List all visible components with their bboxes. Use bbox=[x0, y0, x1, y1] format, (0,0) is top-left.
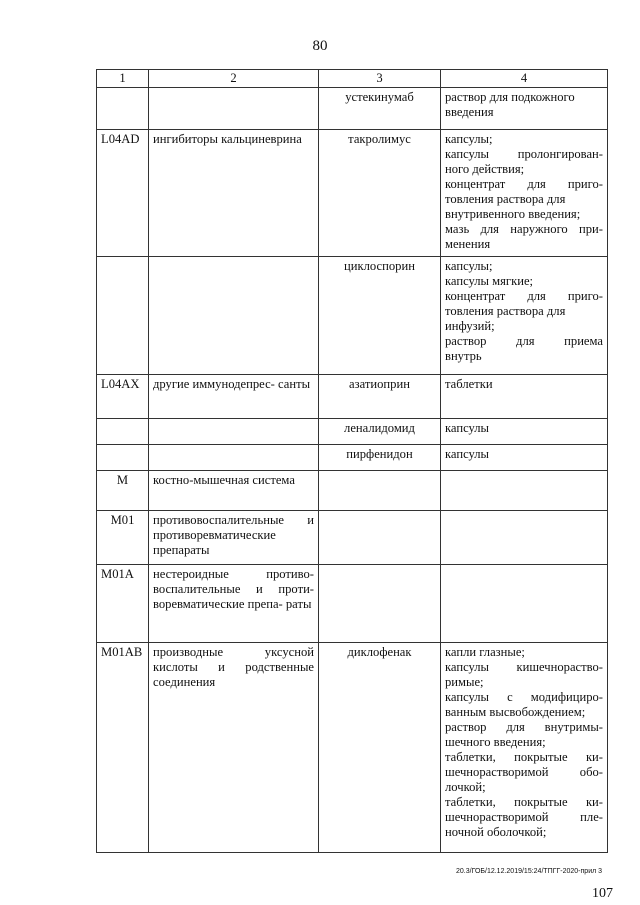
dosage-form-line: капсулы bbox=[445, 421, 490, 435]
drug-name-cell: леналидомид bbox=[319, 419, 441, 445]
dosage-forms-cell bbox=[441, 643, 608, 853]
dosage-form-line: таблетки, покрытые ки- bbox=[445, 750, 603, 764]
anatomical-group-cell: костно-мышечная система bbox=[149, 471, 319, 511]
dosage-form-line: римые; bbox=[445, 675, 484, 689]
dosage-form-line: введения bbox=[445, 105, 494, 119]
dosage-form-line: ного действия; bbox=[445, 162, 525, 176]
dosage-form-line: шечнорастворимой обо- bbox=[445, 765, 603, 779]
atc-code-cell: М01АВ bbox=[97, 643, 149, 853]
footer-document-code: 20.3/ГОБ/12.12.2019/15:24/ТПГГ-2020-прил 3 bbox=[456, 868, 603, 875]
anatomical-group-cell: производные уксусной кислоты и родственные соединения bbox=[149, 643, 319, 853]
dosage-forms-cell bbox=[441, 419, 608, 445]
atc-code-cell: М01 bbox=[97, 511, 149, 565]
dosage-form-line: концентрат для приго- bbox=[445, 289, 603, 303]
atc-code-cell: М bbox=[97, 471, 149, 511]
anatomical-group-cell: нестероидные противо- воспалительные и проти- воревматические препа- раты bbox=[149, 565, 319, 643]
table-row bbox=[97, 471, 608, 511]
dosage-form-line: шечного введения; bbox=[445, 735, 546, 749]
dosage-form-line: товления раствора для bbox=[445, 304, 566, 318]
dosage-form-line: капсулы кишечнораство- bbox=[445, 660, 603, 674]
dosage-form-line: товления раствора для bbox=[445, 192, 566, 206]
dosage-forms-cell bbox=[441, 445, 608, 471]
drug-name-cell bbox=[319, 471, 441, 511]
header-col-2: 2 bbox=[149, 70, 319, 88]
dosage-form-line: капсулы мягкие; bbox=[445, 274, 534, 288]
header-col-1: 1 bbox=[97, 70, 149, 88]
dosage-forms-cell bbox=[441, 257, 608, 375]
anatomical-group-cell: другие иммунодепрес- санты bbox=[149, 375, 319, 419]
page-number: 80 bbox=[312, 38, 328, 54]
dosage-form-line: таблетки, покрытые ки- bbox=[445, 795, 603, 809]
anatomical-group-cell bbox=[149, 257, 319, 375]
dosage-form-line: раствор для внутримы- bbox=[445, 720, 603, 734]
dosage-form-line: капсулы пролонгирован- bbox=[445, 147, 603, 161]
dosage-forms-cell bbox=[441, 88, 608, 130]
dosage-form-line: менения bbox=[445, 237, 491, 251]
table-row bbox=[97, 130, 608, 257]
dosage-form-line: капсулы; bbox=[445, 259, 493, 273]
dosage-form-line: шечнорастворимой пле- bbox=[445, 810, 603, 824]
table-row bbox=[97, 565, 608, 643]
dosage-form-line: капли глазные; bbox=[445, 645, 525, 659]
drug-name-cell: устекинумаб bbox=[319, 88, 441, 130]
atc-code-cell: L04AD bbox=[97, 130, 149, 257]
dosage-form-line: раствор для подкожного bbox=[445, 90, 575, 104]
dosage-forms-cell bbox=[441, 375, 608, 419]
drug-name-cell: пирфенидон bbox=[319, 445, 441, 471]
dosage-form-line: внутривенного введения; bbox=[445, 207, 581, 221]
drug-name-cell bbox=[319, 565, 441, 643]
atc-code-cell bbox=[97, 445, 149, 471]
anatomical-group-cell: ингибиторы кальциневрина bbox=[149, 130, 319, 257]
header-col-3: 3 bbox=[319, 70, 441, 88]
table-row bbox=[97, 257, 608, 375]
dosage-form-line: таблетки bbox=[445, 377, 493, 391]
dosage-forms-cell bbox=[441, 511, 608, 565]
dosage-form-line: концентрат для приго- bbox=[445, 177, 603, 191]
dosage-form-line: инфузий; bbox=[445, 319, 495, 333]
dosage-forms-cell bbox=[441, 130, 608, 257]
dosage-forms-cell bbox=[441, 565, 608, 643]
table-row bbox=[97, 375, 608, 419]
anatomical-group-cell: противовоспалительные и противоревматические препараты bbox=[149, 511, 319, 565]
table-row bbox=[97, 419, 608, 445]
dosage-form-line: ночной оболочкой; bbox=[445, 825, 547, 839]
drug-name-cell bbox=[319, 511, 441, 565]
drug-name-cell: диклофенак bbox=[319, 643, 441, 853]
dosage-form-line: внутрь bbox=[445, 349, 482, 363]
table-row bbox=[97, 643, 608, 853]
table-row bbox=[97, 88, 608, 130]
atc-code-cell bbox=[97, 88, 149, 130]
dosage-form-line: капсулы; bbox=[445, 132, 493, 146]
atc-code-cell bbox=[97, 419, 149, 445]
anatomical-group-cell bbox=[149, 88, 319, 130]
dosage-form-line: капсулы с модифициро- bbox=[445, 690, 603, 704]
drug-name-cell: циклоспорин bbox=[319, 257, 441, 375]
dosage-forms-cell bbox=[441, 471, 608, 511]
atc-code-cell: М01А bbox=[97, 565, 149, 643]
dosage-form-line: капсулы bbox=[445, 447, 490, 461]
table-header-row bbox=[97, 70, 608, 88]
dosage-form-line: лочкой; bbox=[445, 780, 486, 794]
drug-name-cell: азатиоприн bbox=[319, 375, 441, 419]
header-col-4: 4 bbox=[441, 70, 608, 88]
atc-code-cell bbox=[97, 257, 149, 375]
drug-name-cell: такролимус bbox=[319, 130, 441, 257]
table-row bbox=[97, 511, 608, 565]
table-row bbox=[97, 445, 608, 471]
anatomical-group-cell bbox=[149, 419, 319, 445]
footer-page-number: 107 bbox=[592, 886, 613, 901]
drug-table bbox=[96, 69, 608, 853]
atc-code-cell: L04AX bbox=[97, 375, 149, 419]
dosage-form-line: мазь для наружного при- bbox=[445, 222, 603, 236]
anatomical-group-cell bbox=[149, 445, 319, 471]
dosage-form-line: ванным высвобождением; bbox=[445, 705, 586, 719]
dosage-form-line: раствор для приема bbox=[445, 334, 603, 348]
